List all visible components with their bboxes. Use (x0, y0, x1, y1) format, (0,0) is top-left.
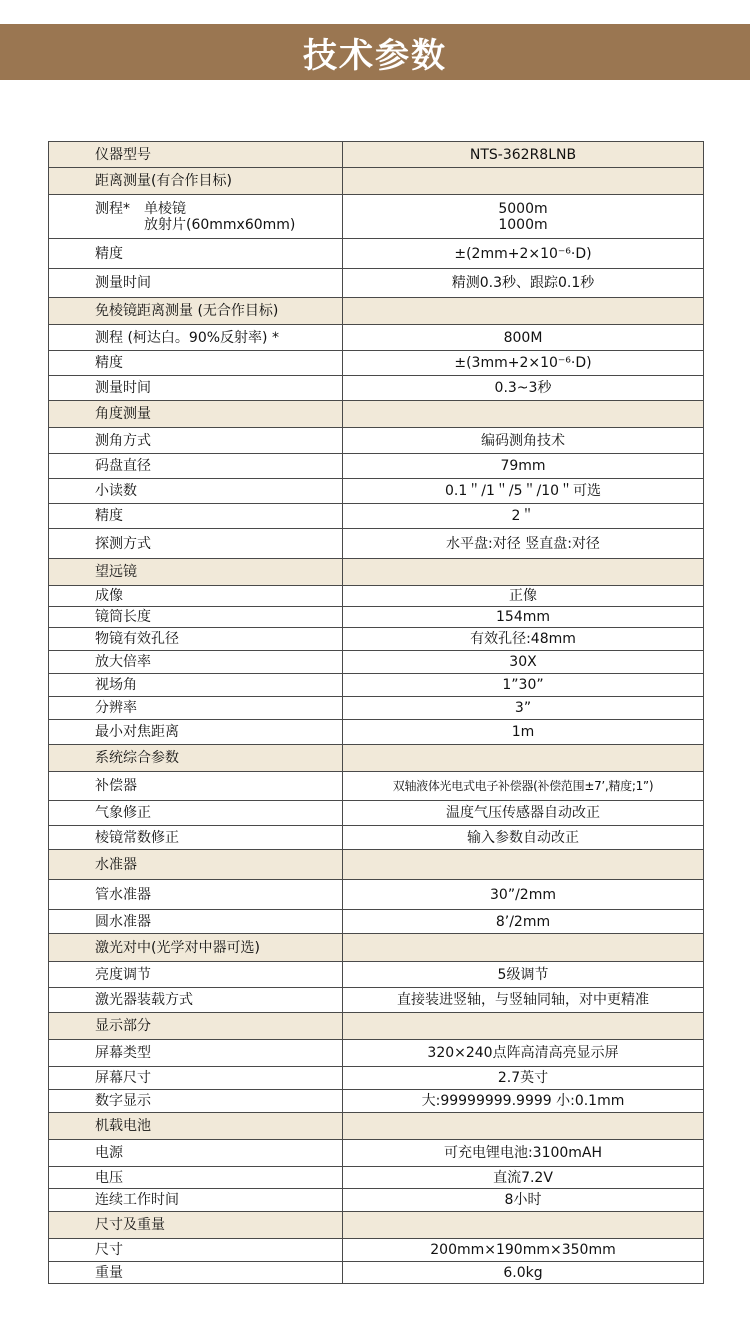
table-row (49, 376, 704, 401)
row-value: 0.1＂/1＂/5＂/10＂可选 (343, 479, 704, 504)
row-label: 测量时间 (49, 376, 343, 401)
row-sub-label: 单棱镜 (144, 200, 186, 217)
table-row (49, 962, 704, 988)
row-label: 测量时间 (49, 269, 343, 298)
table-row (49, 910, 704, 934)
row-sub-labels (130, 201, 295, 233)
row-value: 正像 (343, 586, 704, 607)
table-row (49, 880, 704, 910)
table-row (49, 1239, 704, 1262)
section-title: 显示部分 (49, 1013, 343, 1040)
row-label: 屏幕尺寸 (49, 1067, 343, 1090)
row-value: 200mm×190mm×350mm (343, 1239, 704, 1262)
row-label: 测程 (柯达白。90%反射率) * (49, 325, 343, 351)
table-row (49, 325, 704, 351)
table-row (49, 628, 704, 651)
table-row (49, 1262, 704, 1284)
row-label: 屏幕类型 (49, 1040, 343, 1067)
table-row (49, 504, 704, 529)
row-value: 2.7英寸 (343, 1067, 704, 1090)
model-label: 仪器型号 (49, 142, 343, 168)
row-sub-label: 放射片(60mmx60mm) (144, 216, 296, 233)
row-label: 尺寸 (49, 1239, 343, 1262)
table-row (49, 720, 704, 745)
table-row (49, 529, 704, 559)
section-title: 尺寸及重量 (49, 1212, 343, 1239)
section-header (49, 1212, 704, 1239)
table-row (49, 239, 704, 269)
section-header (49, 745, 704, 772)
section-header (49, 298, 704, 325)
row-label: 数字显示 (49, 1090, 343, 1113)
row-value: 8小时 (343, 1189, 704, 1212)
row-label: 连续工作时间 (49, 1189, 343, 1212)
section-title: 激光对中(光学对中器可选) (49, 934, 343, 962)
row-value: 直接装进竖轴，与竖轴同轴，对中更精准 (343, 988, 704, 1013)
table-row (49, 826, 704, 850)
row-label: 亮度调节 (49, 962, 343, 988)
section-header (49, 934, 704, 962)
row-label: 放大倍率 (49, 651, 343, 674)
spec-table (48, 141, 704, 1284)
row-value-cell (343, 195, 704, 239)
row-label: 电源 (49, 1140, 343, 1167)
row-label: 物镜有效孔径 (49, 628, 343, 651)
table-row (49, 479, 704, 504)
table-row (49, 651, 704, 674)
row-value: 精测0.3秒、跟踪0.1秒 (343, 269, 704, 298)
section-header (49, 559, 704, 586)
section-blank (343, 298, 704, 325)
section-title: 距离测量(有合作目标) (49, 168, 343, 195)
row-value: 79mm (343, 454, 704, 479)
row-label: 激光器装载方式 (49, 988, 343, 1013)
section-blank (343, 745, 704, 772)
row-value: 1”30” (343, 674, 704, 697)
section-title: 系统综合参数 (49, 745, 343, 772)
row-value: 1000m (498, 216, 548, 233)
section-blank (343, 1013, 704, 1040)
row-label-cell (49, 195, 343, 239)
section-blank (343, 934, 704, 962)
table-row (49, 988, 704, 1013)
section-header (49, 168, 704, 195)
row-value: 5级调节 (343, 962, 704, 988)
row-value: 水平盘:对径 竖直盘:对径 (343, 529, 704, 559)
row-value: 6.0kg (343, 1262, 704, 1284)
row-value: 0.3~3秒 (343, 376, 704, 401)
row-value: ±(3mm+2×10⁻⁶·D) (343, 351, 704, 376)
title-banner (0, 24, 750, 80)
row-label: 成像 (49, 586, 343, 607)
row-label: 测角方式 (49, 428, 343, 454)
row-value: 5000m (498, 200, 548, 217)
row-label: 精度 (49, 239, 343, 269)
section-title: 免棱镜距离测量 (无合作目标) (49, 298, 343, 325)
section-title: 机载电池 (49, 1113, 343, 1140)
section-header (49, 1013, 704, 1040)
section-blank (343, 850, 704, 880)
section-header (49, 401, 704, 428)
row-value: ±(2mm+2×10⁻⁶·D) (343, 239, 704, 269)
row-label: 管水准器 (49, 880, 343, 910)
row-label: 气象修正 (49, 801, 343, 826)
table-row (49, 697, 704, 720)
row-value: 1m (343, 720, 704, 745)
row-label: 精度 (49, 351, 343, 376)
table-row-model (49, 142, 704, 168)
table-row (49, 607, 704, 628)
row-value: 30X (343, 651, 704, 674)
section-title: 水准器 (49, 850, 343, 880)
section-header (49, 1113, 704, 1140)
section-header (49, 850, 704, 880)
row-label: 码盘直径 (49, 454, 343, 479)
row-value: 3” (343, 697, 704, 720)
table-row (49, 1040, 704, 1067)
row-label: 镜筒长度 (49, 607, 343, 628)
table-row (49, 454, 704, 479)
row-label: 最小对焦距离 (49, 720, 343, 745)
table-row (49, 801, 704, 826)
row-label: 小读数 (49, 479, 343, 504)
row-label: 重量 (49, 1262, 343, 1284)
table-row (49, 674, 704, 697)
row-label: 精度 (49, 504, 343, 529)
row-value: 30”/2mm (343, 880, 704, 910)
row-value: 温度气压传感器自动改正 (343, 801, 704, 826)
row-value: 输入参数自动改正 (343, 826, 704, 850)
table-row (49, 269, 704, 298)
section-blank (343, 168, 704, 195)
row-value: 双轴液体光电式电子补偿器(补偿范围±7’,精度;1”) (343, 772, 704, 801)
row-value: 有效孔径:48mm (343, 628, 704, 651)
row-label: 补偿器 (49, 772, 343, 801)
page-title: 技术参数 (303, 35, 447, 76)
table-row (49, 428, 704, 454)
table-row (49, 351, 704, 376)
row-value: 2＂ (343, 504, 704, 529)
row-label: 棱镜常数修正 (49, 826, 343, 850)
row-value: 直流7.2V (343, 1167, 704, 1189)
table-row (49, 1067, 704, 1090)
table-row (49, 1090, 704, 1113)
row-value: 大:99999999.9999 小:0.1mm (343, 1090, 704, 1113)
row-value: 编码测角技术 (343, 428, 704, 454)
section-blank (343, 559, 704, 586)
table-row (49, 586, 704, 607)
row-value: 8’/2mm (343, 910, 704, 934)
table-row (49, 1189, 704, 1212)
table-row (49, 1167, 704, 1189)
row-value: 320×240点阵高清高亮显示屏 (343, 1040, 704, 1067)
table-row (49, 1140, 704, 1167)
row-value: 800M (343, 325, 704, 351)
row-value: 154mm (343, 607, 704, 628)
row-label: 测程* (95, 200, 130, 217)
table-row (49, 772, 704, 801)
model-value: NTS-362R8LNB (343, 142, 704, 168)
section-title: 角度测量 (49, 401, 343, 428)
row-value: 可充电锂电池:3100mAH (343, 1140, 704, 1167)
row-label: 圆水准器 (49, 910, 343, 934)
row-label: 视场角 (49, 674, 343, 697)
row-label: 探测方式 (49, 529, 343, 559)
row-label: 分辨率 (49, 697, 343, 720)
section-title: 望远镜 (49, 559, 343, 586)
row-label: 电压 (49, 1167, 343, 1189)
section-blank (343, 1113, 704, 1140)
section-blank (343, 401, 704, 428)
table-row (49, 195, 704, 239)
section-blank (343, 1212, 704, 1239)
